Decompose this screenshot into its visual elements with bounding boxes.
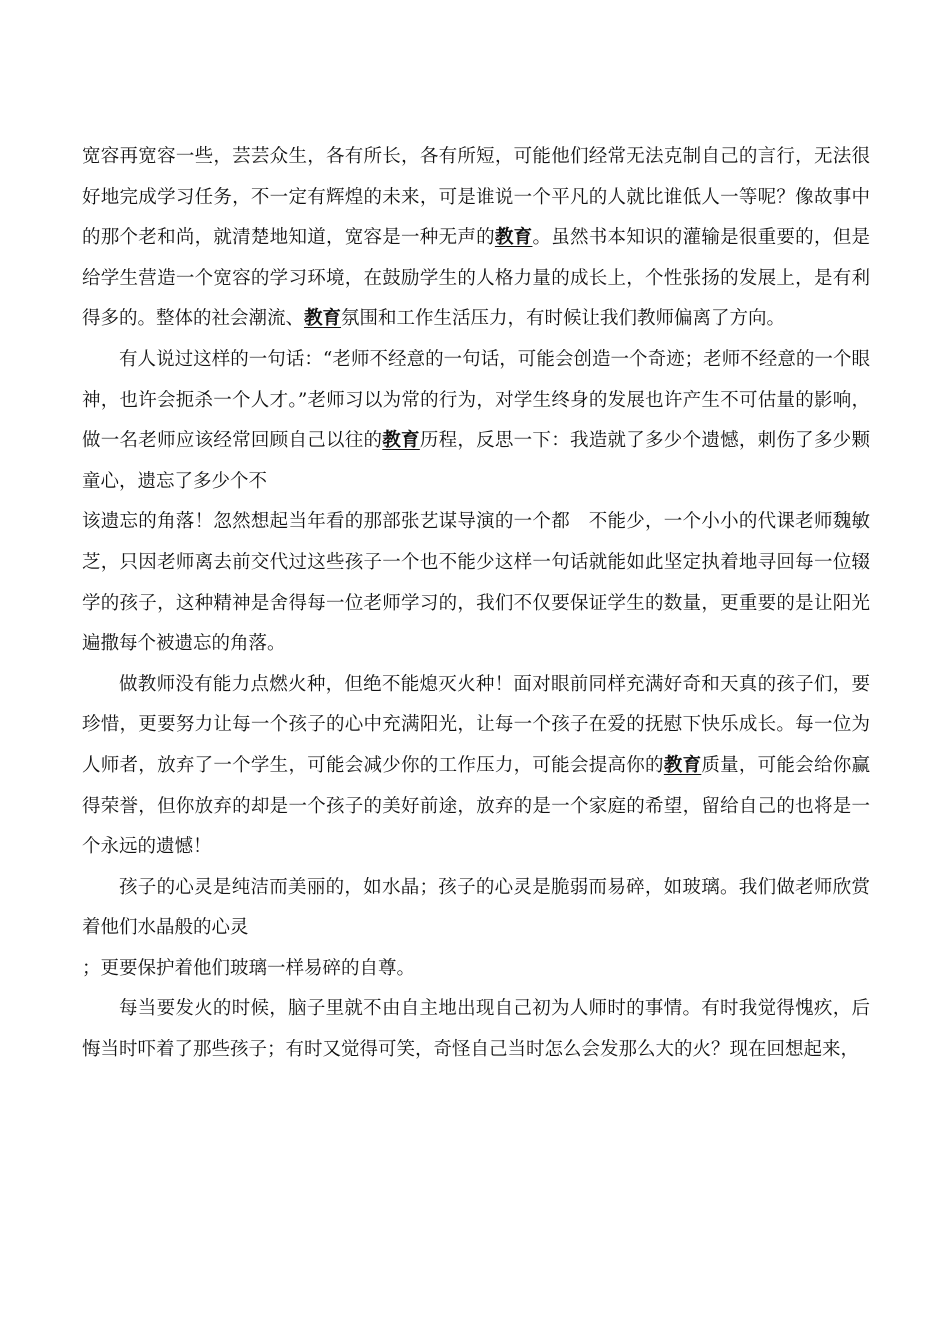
paragraph-6 [82,949,870,990]
keyword-link-education[interactable]: 教育 [494,227,533,249]
paragraph-1 [82,137,870,340]
paragraph-3 [82,502,870,664]
paragraph-1-text-1: 宽容再宽容一些，芸芸众生，各有所长，各有所短，可能他们经常无法克制自己的言行，无法很好地完成学习任务，不一定有辉煌的未来，可是谁说一个平凡的人就比谁低人一等呢？像故事中的那个老和尚，就清楚地知道，宽容是一种无声的 [82,146,870,249]
paragraph-1-text-3: 氛围和工作生活压力，有时候让我们教师偏离了方向。 [341,308,786,330]
paragraph-5-text-1: 孩子的心灵是纯洁而美丽的，如水晶；孩子的心灵是脆弱而易碎，如玻璃。我们做老师欣赏着他们水晶般的心灵 [82,876,870,939]
paragraph-2-text-2: 历程，反思一下：我造就了多少个遗憾，刺伤了多少颗童心，遗忘了多少个不 [82,430,870,492]
document-body [82,137,870,1071]
keyword-link-education[interactable]: 教育 [382,430,420,452]
paragraph-7 [82,989,870,1070]
paragraph-4 [82,665,870,868]
keyword-link-education[interactable]: 教育 [304,308,342,330]
keyword-link-education[interactable]: 教育 [663,754,702,776]
paragraph-3-text-1: 该遗忘的角落！忽然想起当年看的那部张艺谋导演的一个都 不能少，一个小小的代课老师魏敏芝，只因老师离去前交代过这些孩子一个也不能少这样一句话就能如此坚定执着地寻回每一位辍学的孩子，这种精神是舍得每一位老师学习的，我们不仅要保证学生的数量，更重要的是让阳光遍撒每个被遗忘的角落。 [82,511,870,655]
paragraph-2 [82,340,870,502]
paragraph-4-text-1: 做教师没有能力点燃火种，但绝不能熄灭火种！面对眼前同样充满好奇和天真的孩子们，要珍惜，更要努力让每一个孩子的心中充满阳光，让每一个孩子在爱的抚慰下快乐成长。每一位为人师者，放弃了一个学生，可能会减少你的工作压力，可能会提高你的 [82,673,870,776]
paragraph-2-text-1: 有人说过这样的一句话：“老师不经意的一句话，可能会创造一个奇迹；老师不经意的一个眼神，也许会扼杀一个人才。”老师习以为常的行为，对学生终身的发展也许产生不可估量的影响，做一名老师应该经常回顾自己以往的 [82,348,870,452]
paragraph-1-text-2: 。虽然书本知识的灌输是很重要的，但是给学生营造一个宽容的学习环境，在鼓励学生的人格力量的成长上，个性张扬的发展上，是有利得多的。整体的社会潮流、 [82,227,870,330]
paragraph-4-text-2: 质量，可能会给你赢得荣誉，但你放弃的却是一个孩子的美好前途，放弃的是一个家庭的希望，留给自己的也将是一个永远的遗憾！ [82,754,870,858]
paragraph-7-text-1: 每当要发火的时候，脑子里就不由自主地出现自己初为人师时的事情。有时我觉得愧疚，后悔当时吓着了那些孩子；有时又觉得可笑，奇怪自己当时怎么会发那么大的火？现在回想起来， [82,998,870,1061]
paragraph-6-text-1: ；更要保护着他们玻璃一样易碎的自尊。 [82,957,416,979]
paragraph-5 [82,868,870,949]
